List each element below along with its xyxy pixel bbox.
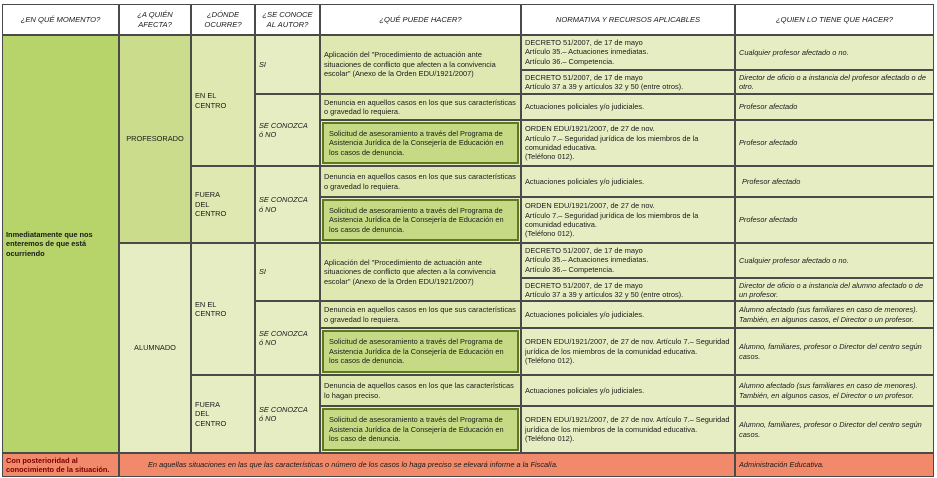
author-prof-fuera-label: SE CONOZCA ó NO bbox=[259, 195, 308, 214]
author-prof-centro-si-label: SI bbox=[259, 59, 266, 69]
action-alum-fuera-1: Denuncia de aquellos casos en los que las características lo hagan preciso. bbox=[324, 381, 514, 400]
author-alum-centro-no-label: SE CONOZCA ó NO bbox=[259, 328, 308, 347]
who-prof-centro-no-1: Profesor afectado bbox=[739, 102, 798, 112]
norm-prof-fuera-2: ORDEN EDU/1921/2007, de 27 de nov. Artículo 7.– Seguridad jurídica de los miembros de la comunidad educativa. (Teléfono 012). bbox=[525, 201, 699, 239]
norm-alum-fuera-1: Actuaciones policiales y/o judiciales. bbox=[525, 385, 645, 395]
after-who-cell bbox=[735, 453, 934, 477]
who-profesorado-cell bbox=[119, 35, 191, 243]
who-prof-centro-si-2: Director de oficio o a instancia del profesor afectado o de otro. bbox=[735, 70, 934, 94]
norm-prof-centro-si-2: DECRETO 51/2007, de 17 de mayo Artículo 37 a 39 y artículos 32 y 50 (entre otros). bbox=[521, 70, 735, 94]
who-alum-centro-si-1-cell bbox=[735, 243, 934, 278]
norm-prof-centro-no-1: Actuaciones policiales y/o judiciales. bbox=[525, 102, 645, 112]
norm-alum-centro-no-1-cell bbox=[521, 301, 735, 328]
author-prof-centro-si-cell bbox=[255, 35, 320, 94]
norm-prof-centro-si-1: DECRETO 51/2007, de 17 de mayo Artículo 35.– Actuaciones inmediatas. Artículo 36.– Competencia. bbox=[521, 35, 735, 70]
author-alum-fuera-cell bbox=[255, 375, 320, 453]
moment-immediate-cell bbox=[2, 35, 119, 453]
who-alum-fuera-2-cell bbox=[735, 406, 934, 453]
after-text-cell bbox=[119, 453, 735, 477]
norm-prof-centro-no-2-cell bbox=[521, 120, 735, 166]
where-prof-centro-label: EN EL CENTRO bbox=[195, 91, 227, 110]
who-prof-fuera-1-cell bbox=[735, 166, 934, 197]
who-prof-fuera-2: Profesor afectado bbox=[739, 215, 798, 225]
who-alum-centro-si-1: Cualquier profesor afectado o no. bbox=[739, 255, 849, 265]
action-alum-centro-no-2: Solicitud de asesoramiento a través del Programa de Asistencia Jurídica de la Consejería de Educación en los casos de denuncia. bbox=[329, 337, 504, 366]
action-alum-centro-no-1-cell bbox=[320, 301, 521, 328]
header-where: ¿DÓNDE OCURRE? bbox=[191, 4, 255, 35]
who-prof-centro-no-2-cell bbox=[735, 120, 934, 166]
who-prof-fuera-2-cell bbox=[735, 197, 934, 243]
action-alum-fuera-2-cell bbox=[322, 408, 519, 451]
who-alum-centro-si-2: Director de oficio o a instancia del alumno afectado o de un profesor. bbox=[735, 278, 934, 301]
header-moment: ¿EN QUÉ MOMENTO? bbox=[2, 4, 119, 35]
action-prof-centro-no-2-cell bbox=[322, 122, 519, 164]
norm-prof-fuera-1-cell bbox=[521, 166, 735, 197]
action-prof-centro-si-text: Aplicación del "Procedimiento de actuación ante situaciones de conflicto que afecten a la convivencia escolar" (Anexo de la Orden EDU/1921/2007) bbox=[324, 50, 496, 79]
header-who-does: ¿QUIEN LO TIENE QUE HACER? bbox=[735, 4, 934, 35]
norm-alum-fuera-2: ORDEN EDU/1921/2007, de 27 de nov. Artículo 7.– Seguridad jurídica de los miembros de la comunidad educativa. (Teléfono 012). bbox=[525, 415, 730, 444]
who-alum-centro-no-2: Alumno, familiares, profesor o Director del centro según casos. bbox=[739, 342, 922, 361]
action-alum-centro-no-2-cell bbox=[322, 330, 519, 373]
after-text: En aquellas situaciones en las que las características o número de los casos lo haga preciso se elevará informe a la Fiscalía. bbox=[148, 460, 558, 470]
norm-prof-centro-no-2: ORDEN EDU/1921/2007, de 27 de nov. Artículo 7.– Seguridad jurídica de los miembros de la comunidad educativa. (Teléfono 012). bbox=[525, 124, 699, 162]
where-prof-fuera-label: FUERA DEL CENTRO bbox=[195, 190, 227, 219]
who-prof-fuera-1: Profesor afectado bbox=[742, 176, 801, 186]
where-alum-centro-label: EN EL CENTRO bbox=[195, 299, 227, 318]
who-alumnado-label: ALUMNADO bbox=[134, 343, 176, 353]
action-prof-centro-no-1: Denuncia en aquellos casos en los que sus características o gravedad lo requiera. bbox=[324, 97, 516, 116]
who-alum-fuera-2: Alumno, familiares, profesor o Director del centro según casos. bbox=[739, 420, 922, 439]
action-prof-fuera-2-cell bbox=[322, 199, 519, 241]
action-prof-centro-si-cell bbox=[320, 35, 521, 94]
action-alum-fuera-1-cell bbox=[320, 375, 521, 406]
norm-alum-centro-no-2: ORDEN EDU/1921/2007, de 27 de nov. Artículo 7.– Seguridad jurídica de los miembros de la comunidad educativa. (Teléfono 012). bbox=[525, 337, 730, 366]
header-who-affects: ¿A QUIÉN AFECTA? bbox=[119, 4, 191, 35]
who-prof-centro-si-1-cell bbox=[735, 35, 934, 70]
moment-after-cell bbox=[2, 453, 119, 477]
who-alum-centro-no-1: Alumno afectado (sus familiares en caso de menores). También, en algunos casos, el Director o un profesor. bbox=[739, 305, 918, 324]
norm-alum-centro-no-2-cell bbox=[521, 328, 735, 375]
author-prof-centro-no-cell bbox=[255, 94, 320, 166]
norm-alum-centro-no-1: Actuaciones policiales y/o judiciales. bbox=[525, 309, 645, 319]
action-alum-centro-si-cell bbox=[320, 243, 521, 301]
where-prof-centro-cell bbox=[191, 35, 255, 166]
moment-after-label: Con posterioridad al conocimiento de la situación. bbox=[6, 455, 110, 474]
action-prof-centro-no-1-cell bbox=[320, 94, 521, 120]
who-alum-centro-no-1-cell bbox=[735, 301, 934, 328]
after-who: Administración Educativa. bbox=[739, 460, 825, 470]
author-prof-centro-no-label: SE CONOZCA ó NO bbox=[259, 120, 308, 139]
action-prof-centro-no-2: Solicitud de asesoramiento a través del Programa de Asistencia Jurídica de la Consejería de Educación en los casos de denuncia. bbox=[329, 128, 504, 157]
author-prof-fuera-cell bbox=[255, 166, 320, 243]
norm-prof-centro-no-1-cell bbox=[521, 94, 735, 120]
author-alum-centro-no-cell bbox=[255, 301, 320, 375]
norm-alum-fuera-1-cell bbox=[521, 375, 735, 406]
norm-prof-fuera-2-cell bbox=[521, 197, 735, 243]
who-profesorado-label: PROFESORADO bbox=[126, 134, 184, 144]
author-alum-fuera-label: SE CONOZCA ó NO bbox=[259, 404, 308, 423]
where-alum-fuera-label: FUERA DEL CENTRO bbox=[195, 399, 227, 428]
where-alum-fuera-cell bbox=[191, 375, 255, 453]
who-prof-centro-no-2: Profesor afectado bbox=[739, 138, 798, 148]
norm-alum-centro-si-2: DECRETO 51/2007, de 17 de mayo Artículo 37 a 39 y artículos 32 y 50 (entre otros). bbox=[521, 278, 735, 301]
who-alum-fuera-1: Alumno afectado (sus familiares en caso de menores). También, en algunos casos, el Director o un profesor. bbox=[739, 381, 918, 400]
norm-alum-centro-si-1: DECRETO 51/2007, de 17 de mayo Artículo 35.– Actuaciones inmediatas. Artículo 36.– Competencia. bbox=[521, 243, 735, 278]
action-alum-centro-si-text: Aplicación del "Procedimiento de actuación ante situaciones de conflicto que afecten a la convivencia escolar" (Anexo de la Orden EDU/1921/2007) bbox=[324, 257, 496, 286]
norm-prof-fuera-1: Actuaciones policiales y/o judiciales. bbox=[525, 176, 645, 186]
header-known-author: ¿SE CONOCE AL AUTOR? bbox=[255, 4, 320, 35]
author-alum-centro-si-cell bbox=[255, 243, 320, 301]
action-prof-fuera-2: Solicitud de asesoramiento a través del Programa de Asistencia Jurídica de la Consejería de Educación en los casos de denuncia. bbox=[329, 205, 504, 234]
who-alum-fuera-1-cell bbox=[735, 375, 934, 406]
action-prof-fuera-1: Denuncia en aquellos casos en los que sus características o gravedad lo requiera. bbox=[324, 172, 516, 191]
author-alum-centro-si-label: SI bbox=[259, 267, 266, 277]
header-what-to-do: ¿QUÉ PUEDE HACER? bbox=[320, 4, 521, 35]
action-alum-fuera-2: Solicitud de asesoramiento a través del Programa de Asistencia Jurídica de la Consejería de Educación en los caso de denuncia. bbox=[329, 415, 504, 444]
norm-alum-fuera-2-cell bbox=[521, 406, 735, 453]
who-prof-centro-si-1: Cualquier profesor afectado o no. bbox=[739, 47, 849, 57]
who-prof-centro-no-1-cell bbox=[735, 94, 934, 120]
moment-immediate-label: Inmediatamente que nos enteremos de que está ocurriendo bbox=[6, 229, 93, 258]
where-prof-fuera-cell bbox=[191, 166, 255, 243]
who-alum-centro-no-2-cell bbox=[735, 328, 934, 375]
where-alum-centro-cell bbox=[191, 243, 255, 375]
action-prof-fuera-1-cell bbox=[320, 166, 521, 197]
who-alumnado-cell bbox=[119, 243, 191, 453]
header-regulations: NORMATIVA Y RECURSOS APLICABLES bbox=[521, 4, 735, 35]
action-alum-centro-no-1: Denuncia en aquellos casos en los que sus características o gravedad lo requiera. bbox=[324, 305, 516, 324]
